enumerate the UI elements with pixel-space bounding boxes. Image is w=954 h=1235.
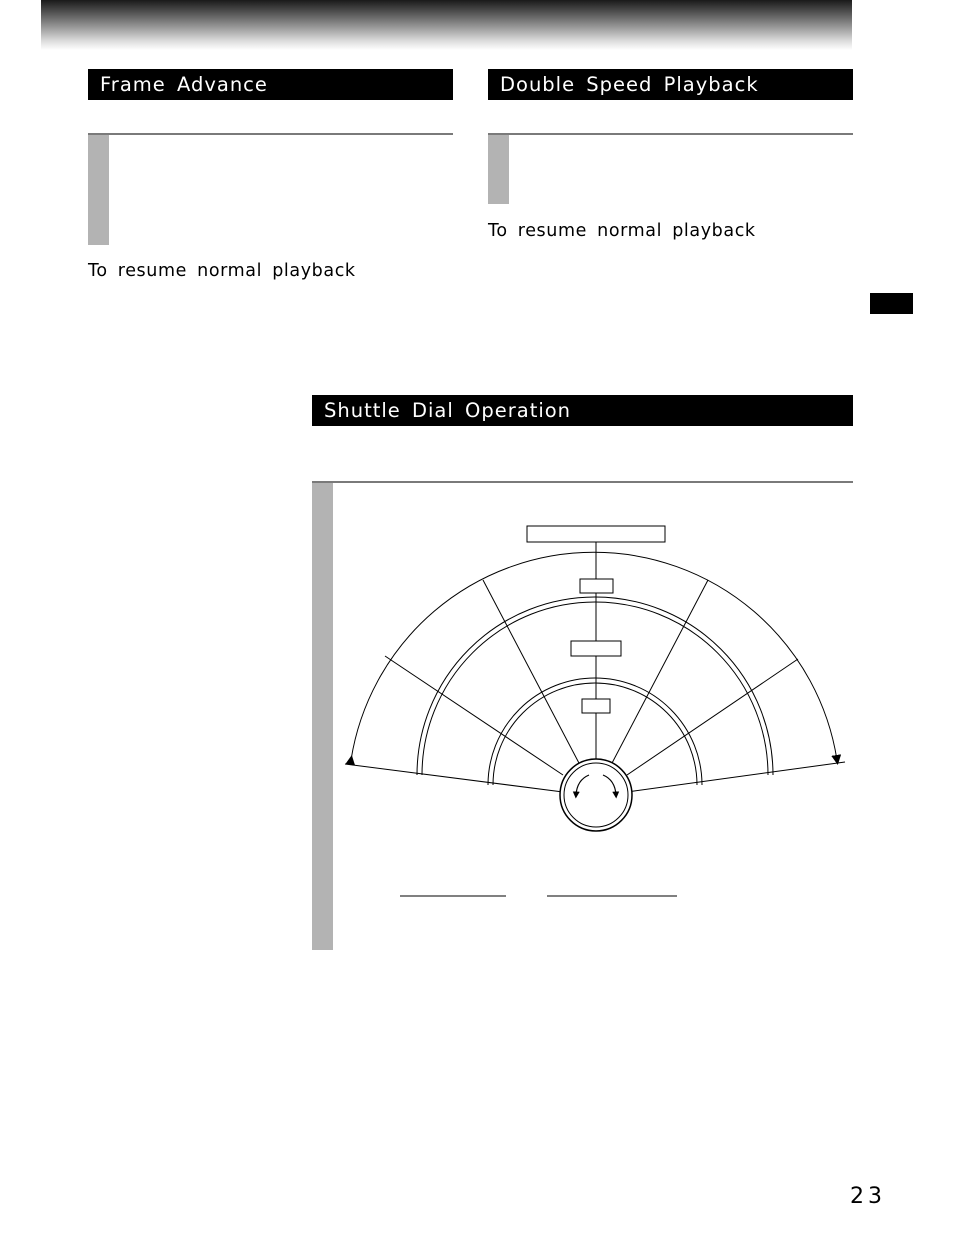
- middle-arc-outer: [417, 597, 773, 775]
- frame-advance-rule: [88, 133, 453, 135]
- double-speed-heading: Double Speed Playback: [488, 69, 853, 100]
- double-speed-step-bar: [488, 135, 509, 204]
- label-box-3: [571, 641, 621, 656]
- shuttle-dial-rule: [312, 481, 853, 483]
- label-box-2: [580, 579, 613, 593]
- frame-advance-heading: Frame Advance: [88, 69, 453, 100]
- double-speed-resume-text: To resume normal playback: [488, 221, 756, 241]
- radial-line-left-1: [385, 656, 563, 775]
- middle-arc-inner: [422, 602, 768, 775]
- header-gradient-band: [41, 0, 852, 50]
- radial-line-right-2: [611, 580, 708, 765]
- frame-advance-step-bar: [88, 135, 109, 245]
- double-speed-rule: [488, 133, 853, 135]
- frame-advance-resume-text: To resume normal playback: [88, 261, 356, 281]
- label-box-4: [582, 699, 610, 713]
- label-box-top: [527, 526, 665, 542]
- shuttle-dial-diagram: [330, 515, 850, 905]
- chapter-side-tab: [870, 293, 913, 314]
- baseline-left: [345, 764, 563, 792]
- shuttle-dial-heading: Shuttle Dial Operation: [312, 395, 853, 426]
- baseline-right: [627, 762, 845, 792]
- page-number: 23: [850, 1184, 886, 1209]
- shuttle-knob-inner: [564, 763, 628, 827]
- radial-line-left-2: [483, 580, 580, 765]
